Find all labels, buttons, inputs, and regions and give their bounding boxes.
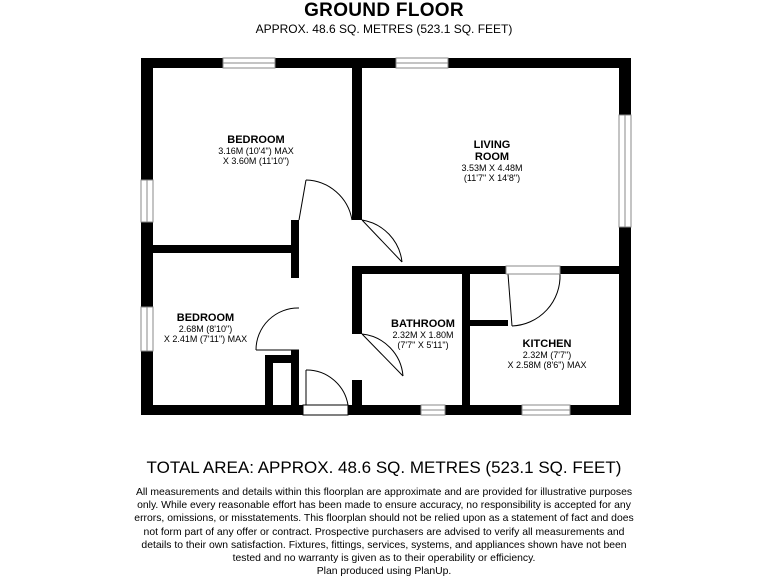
room-dimension: (11'7" X 14'8") [463,173,521,183]
room-label-bedroom1 [196,134,316,166]
door-living [362,220,402,262]
total-area: TOTAL AREA: APPROX. 48.6 SQ. METRES (523.1 SQ. FEET) [146,458,622,477]
outer-wall-right [619,58,631,415]
room-dimension: 2.68M (8'10") [178,324,233,334]
outer-wall-bottom-left [141,405,303,415]
room-name: BATHROOM [391,318,455,330]
outer-wall-top [141,58,631,68]
doors [256,180,560,415]
room-name: KITCHEN [522,338,572,350]
disclaimer-line: details to their own satisfaction. Fixtures, fittings, services, systems, and appliances shown have not been [141,539,627,551]
page-title: GROUND FLOOR [304,0,464,21]
door-front [303,405,348,415]
room-label-kitchen [487,338,607,370]
disclaimer-line: only. While every reasonable effort has been made to ensure accuracy, no responsibility is accepted for any [137,500,631,512]
room-name: BEDROOM [176,312,235,324]
wall-hall-right [352,266,362,334]
kitchen-door-frame [506,266,560,274]
room-label-living [432,139,552,183]
door-kitchen [508,274,512,326]
wall-bedroom1-bottom [141,245,291,253]
room-dimension: 2.32M X 1.80M [392,330,454,340]
outer-wall-left [141,58,153,415]
room-dimension: X 2.41M (7'11") MAX [163,334,248,344]
disclaimer [112,486,656,578]
disclaimer-line: All measurements and details within this floorplan are approximate and are provided for illustrative purposes [135,487,633,498]
room-dimension: X 2.58M (8'6") MAX [507,360,587,370]
room-label-bathroom [368,318,478,350]
room-name: ROOM [474,151,510,163]
wall-living-bottom [352,266,506,274]
door-bedroom1 [299,180,306,220]
wall-bedroom-living [352,58,362,220]
wall-living-bottom-right [560,266,631,274]
room-dimension: X 3.60M (11'10") [222,156,290,166]
room-dimension: 3.16M (10'4") MAX [218,146,294,156]
disclaimer-line: not form part of any offer or contract. Prospective purchasers are advised to verify all measurements and [143,526,625,538]
page-subtitle: APPROX. 48.6 SQ. METRES (523.1 SQ. FEET) [255,22,513,36]
room-name: BEDROOM [227,134,285,146]
outer-wall-bottom-right [348,405,631,415]
wall-hall-left [291,220,299,278]
disclaimer-line: tested and no warranty is given as to their operability or efficiency. [232,553,536,565]
disclaimer-line: Plan produced using PlanUp. [316,566,452,578]
room-dimension: (7'7" X 5'11") [397,340,449,350]
room-dimension: 2.32M (7'7") [522,350,572,360]
room-name: LIVING [473,139,511,151]
wall-hall-right-lower [352,380,362,410]
disclaimer-line: errors, omissions, or misstatements. This floorplan should not be relied upon as a statement of fact and does [134,513,634,525]
wall-closet-top [265,355,299,363]
room-label-bedroom2 [148,312,263,344]
room-dimension: 3.53M X 4.48M [461,163,523,173]
